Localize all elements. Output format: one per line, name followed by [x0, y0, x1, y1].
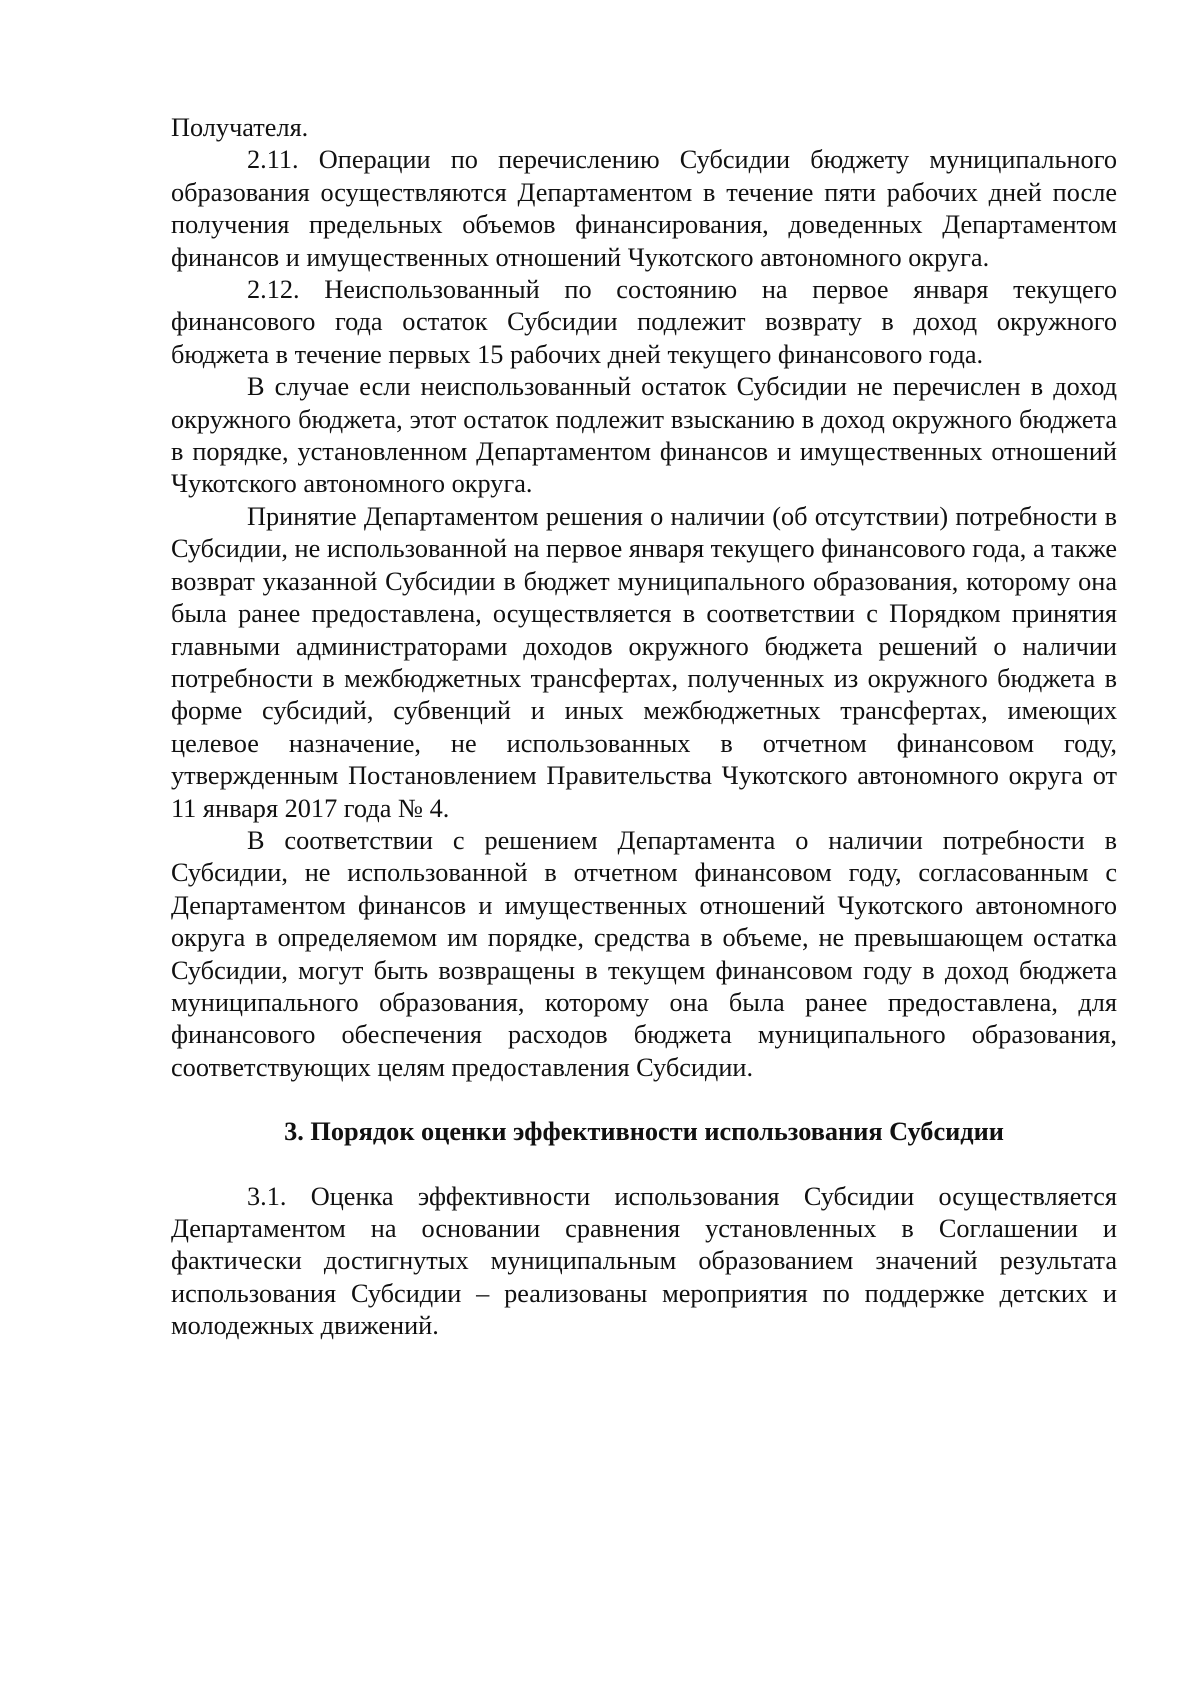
- paragraph-3-1: 3.1. Оценка эффективности использования Субсидии осуществляется Департаментом на основании сравнения установленных в Соглашении и фактически достигнутых муниципальным образованием значений результата использования Субсидии – реализованы мероприятия по поддержке детских и молодежных движений.: [171, 1181, 1117, 1341]
- section-3-heading: 3. Порядок оценки эффективности использования Субсидии: [284, 1117, 1004, 1147]
- paragraph-decision-procedure: Принятие Департаментом решения о наличии (об отсутствии) потребности в Субсидии, не использованной на первое января текущего финансового года, а также возврат указанной Субсидии в бюджет муниципального образования, которому она была ранее предоставлена, осуществляется в соответствии с Порядком принятия главными администраторами доходов окружного бюджета решений о наличии потребности в межбюджетных трансфертах, полученных из окружного бюджета в форме субсидий, субвенций и иных межбюджетных трансфертах, имеющих целевое назначение, не использованных в отчетном финансовом году, утвержденным Постановлением Правительства Чукотского автономного округа от 11 января 2017 года № 4.: [171, 501, 1117, 823]
- paragraph-continuation: Получателя.: [171, 113, 309, 142]
- paragraph-return-of-funds: В соответствии с решением Департамента о наличии потребности в Субсидии, не использованной в отчетном финансовом году, согласованным с Департаментом финансов и имущественных отношений Чукотского автономного округа в определяемом им порядке, средства в объеме, не превышающем остатка Субсидии, могут быть возвращены в текущем финансовом году в доход бюджета муниципального образования, которому она была ранее предоставлена, для финансового обеспечения расходов бюджета муниципального образования, соответствующих целям предоставления Субсидии.: [171, 825, 1117, 1082]
- document-page: [171, 112, 1117, 1343]
- paragraph-2-12: 2.12. Неиспользованный по состоянию на первое января текущего финансового года остаток Субсидии подлежит возврату в доход окружного бюджета в течение первых 15 рабочих дней текущего финансового года.: [171, 275, 1117, 369]
- paragraph-unreturned-balance: В случае если неиспользованный остаток Субсидии не перечислен в доход окружного бюджета, этот остаток подлежит взысканию в доход окружного бюджета в порядке, установленном Департаментом финансов и имущественных отношений Чукотского автономного округа.: [171, 372, 1117, 499]
- paragraph-2-11: 2.11. Операции по перечислению Субсидии бюджету муниципального образования осуществляются Департаментом в течение пяти рабочих дней после получения предельных объемов финансирования, доведенных Департаментом финансов и имущественных отношений Чукотского автономного округа.: [171, 145, 1117, 272]
